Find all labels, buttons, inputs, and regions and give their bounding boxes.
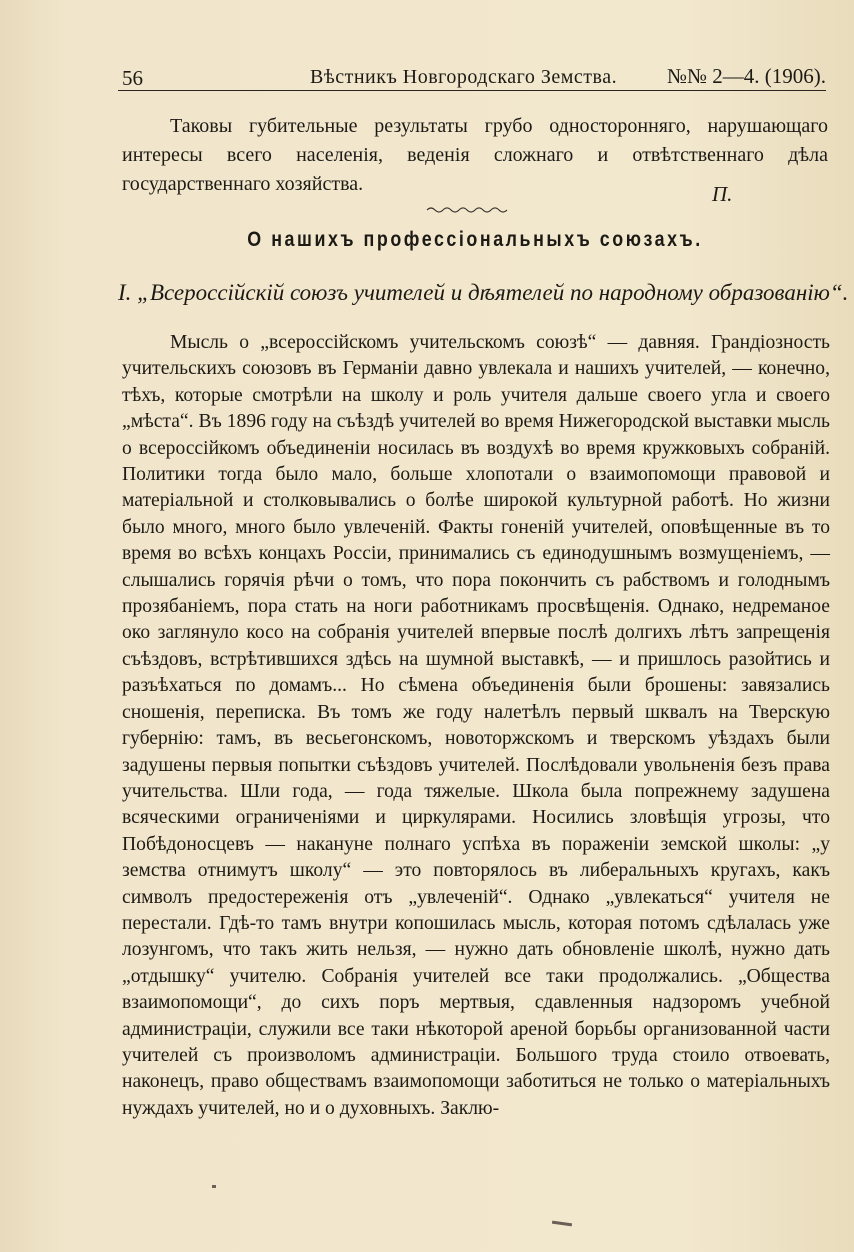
issue-number: №№ 2—4. (1906). (666, 64, 826, 88)
ornamental-divider (425, 203, 509, 215)
page-number: 56 (122, 66, 143, 90)
print-speck (552, 1221, 572, 1227)
journal-title: Вѣстникъ Новгородскаго Земства. (310, 66, 618, 88)
print-speck (212, 1185, 216, 1188)
article-body-paragraph: Мысль о „всероссійскомъ учительскомъ союзѣ“ — давняя. Грандіозность учительскихъ союзовъ въ Германіи давно увлекала и нашихъ учителей, — конечно, тѣхъ, которые смотрѣли на школу и роль учителя дальше своего угла и своего „мѣста“. Въ 1896 году на съѣздѣ учителей во время Нижегородской выставки мысль о всероссійкомъ объединеніи носилась въ воздухѣ во время кружковыхъ собраній. Политики тогда было мало, больше хлопотали о взаимопомощи правовой и матеріальной и столковывались о болѣе широкой культурной работѣ. Но жизни было много, много было увлеченій. Факты гоненій учителей, оповѣщенные въ то время во всѣхъ концахъ Россіи, принимались съ единодушнымъ возмущеніемъ, — слышались горячія рѣчи о томъ, что пора покончить съ рабствомъ и голоднымъ прозябаніемъ, пора стать на ноги работникамъ просвѣщенія. Однако, недреманое око заглянуло косо на собранія учителей впервые послѣ долгихъ лѣтъ запрещенія съѣздовъ, встрѣтившихся здѣсь на шумной выставкѣ, — и пришлось разойтись и разъѣхаться по домамъ... Но сѣмена объединенія были брошены: завязались сношенія, переписка. Въ томъ же году налетѣлъ первый шквалъ на Тверскую губернію: тамъ, въ весьегонскомъ, новоторжскомъ и тверскомъ уѣздахъ были задушены первыя попытки съѣздовъ учителей. Послѣдовали увольненія безъ права учительства. Шли года, — года тяжелые. Школа была попрежнему задушена всяческими ограниченіями и циркулярами. Носились зловѣщія угрозы, что Побѣдоносцевъ — накануне полнаго успѣха въ пораженіи земской школы: „у земства отнимутъ школу“ — это повторялось въ либеральныхъ кругахъ, какъ символъ предостереженія отъ „увлеченій“. Однако „увлекаться“ учителя не перестали. Гдѣ-то тамъ внутри копошилась мысль, которая потомъ сдѣлалась уже лозунгомъ, что такъ жить нельзя, — нужно дать обновленіе школѣ, нужно дать „отдышку“ учителю. Собранія учителей все таки продолжались. „Общества взаимопомощи“, до сихъ поръ мертвыя, сдавленныя надзоромъ учебной администраціи, служили все таки нѣкоторой ареной борьбы организованной части учителей съ произволомъ администраціи. Большого труда стоило отвоевать, наконецъ, право обществамъ взаимопомощи заботиться не только о матеріальныхъ нуждахъ учителей, но и о духовныхъ. Заклю- (122, 332, 830, 1119)
author-signature: П. (712, 182, 733, 206)
closing-paragraph-text: Таковы губительные результаты грубо односторонняго, нарушающаго интересы всего населенія, веденія сложнаго и отвѣтственнаго дѣла государственнаго хозяйства. (122, 115, 828, 195)
subsection-heading: I. „Всероссійскій союзъ учителей и дѣятелей по народному образованію“. (118, 280, 849, 305)
section-heading: О нашихъ профессіональныхъ союзахъ. (247, 228, 703, 251)
running-header (118, 62, 826, 91)
